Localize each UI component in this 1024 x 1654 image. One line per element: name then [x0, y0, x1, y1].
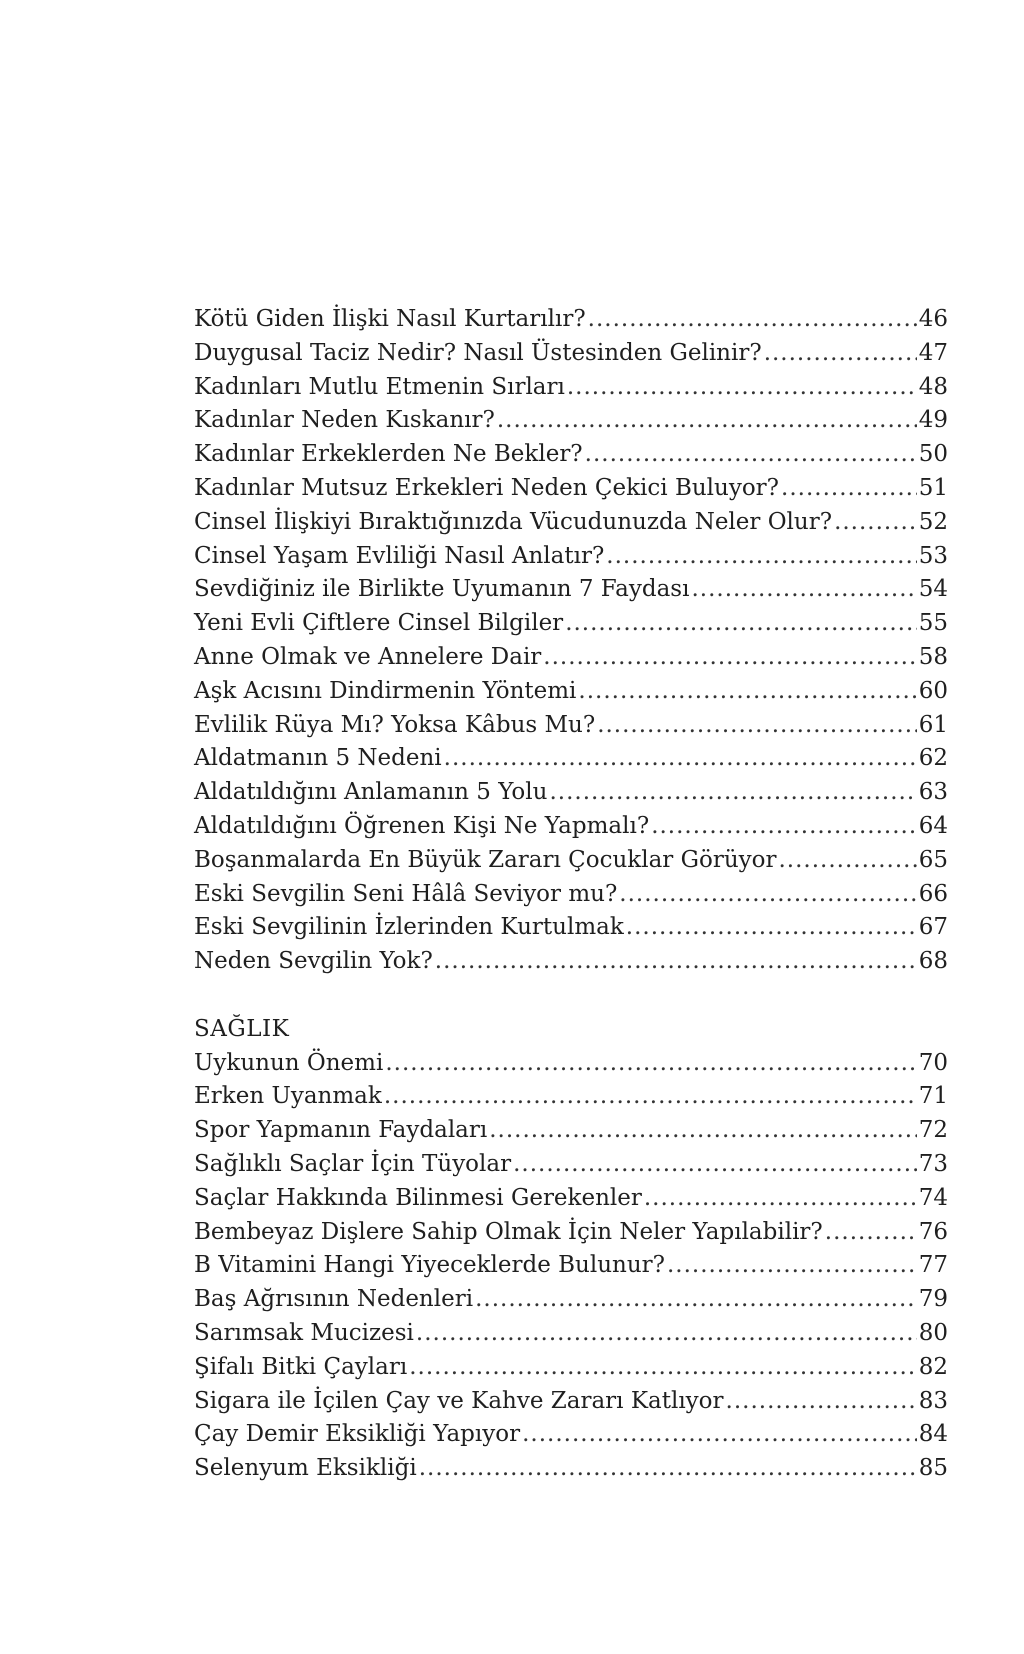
toc-entry	[194, 675, 948, 709]
toc-entry	[194, 371, 948, 405]
toc-dot-leader	[489, 1114, 916, 1148]
toc-entry	[194, 1283, 948, 1317]
toc-entry-page-number: 80	[918, 1319, 948, 1346]
toc-dot-leader	[419, 1452, 917, 1486]
toc-entry-title: Saçlar Hakkında Bilinmesi Gerekenler	[194, 1184, 642, 1211]
toc-entry-title: Neden Sevgilin Yok?	[194, 948, 433, 975]
toc-entry-page-number: 65	[918, 846, 948, 873]
toc-entry-title: Kadınlar Neden Kıskanır?	[194, 407, 495, 434]
toc-entry-page-number: 71	[918, 1083, 948, 1110]
toc-entry	[194, 506, 948, 540]
section-heading-saglik: SAĞLIK	[194, 1015, 290, 1042]
toc-entry-page-number: 85	[918, 1455, 948, 1482]
toc-entry-page-number: 52	[918, 508, 948, 535]
toc-entry-page-number: 64	[918, 812, 948, 839]
toc-entry-title: Evlilik Rüya Mı? Yoksa Kâbus Mu?	[194, 711, 596, 738]
toc-dot-leader	[513, 1148, 917, 1182]
toc-entry-title: Kötü Giden İlişki Nasıl Kurtarılır?	[194, 306, 586, 332]
toc-entry-page-number: 53	[918, 542, 948, 569]
toc-entry	[194, 438, 948, 472]
toc-dot-leader	[825, 1216, 917, 1250]
toc-entry-title: Aşk Acısını Dindirmenin Yöntemi	[194, 677, 577, 704]
toc-entry-page-number: 61	[918, 711, 948, 738]
toc-dot-leader	[781, 472, 917, 506]
toc-entry-title: Baş Ağrısının Nedenleri	[194, 1286, 474, 1313]
toc-entry	[194, 1351, 948, 1385]
toc-entry-title: Cinsel İlişkiyi Bıraktığınızda Vücudunuzda Neler Olur?	[194, 508, 833, 535]
toc-entry-page-number: 74	[918, 1184, 948, 1211]
toc-dot-leader	[626, 911, 917, 945]
toc-dot-leader	[543, 641, 916, 675]
toc-entry-page-number: 72	[918, 1117, 948, 1144]
toc-entry-page-number: 70	[918, 1049, 948, 1076]
toc-entry-page-number: 58	[918, 643, 948, 670]
toc-entry-title: Sağlıklı Saçlar İçin Tüyolar	[194, 1150, 512, 1177]
toc-entry	[194, 1148, 948, 1182]
toc-entry-title: Kadınlar Mutsuz Erkekleri Neden Çekici Buluyor?	[194, 474, 780, 501]
toc-dot-leader	[497, 404, 917, 438]
toc-entry	[194, 1216, 948, 1250]
toc-dot-leader	[565, 607, 917, 641]
toc-entry-page-number: 51	[918, 474, 948, 501]
toc-dot-leader	[435, 945, 917, 979]
toc-entry-title: Cinsel Yaşam Evliliği Nasıl Anlatır?	[194, 542, 605, 569]
toc-entry-title: Şifalı Bitki Çayları	[194, 1353, 408, 1380]
toc-entry-title: Aldatıldığını Anlamanın 5 Yolu	[194, 779, 548, 806]
toc-dot-leader	[644, 1182, 917, 1216]
toc-entry-title: Uykunun Önemi	[194, 1049, 384, 1076]
toc-entry-page-number: 60	[918, 677, 948, 704]
toc-entry-page-number: 47	[918, 339, 948, 366]
toc-dot-leader	[385, 1047, 916, 1081]
toc-entry-page-number: 83	[918, 1387, 948, 1414]
toc-dot-leader	[778, 844, 916, 878]
toc-dot-leader	[764, 337, 917, 371]
toc-entry-page-number: 63	[918, 779, 948, 806]
toc-entry-page-number: 62	[918, 745, 948, 772]
toc-dot-leader	[691, 573, 916, 607]
toc-dot-leader	[475, 1283, 917, 1317]
toc-entry-page-number: 54	[918, 576, 948, 603]
toc-entry-title: Sigara ile İçilen Çay ve Kahve Zararı Katlıyor	[194, 1387, 724, 1414]
toc-entry-page-number: 76	[918, 1218, 948, 1245]
toc-entry	[194, 1452, 948, 1486]
toc-entry	[194, 1182, 948, 1216]
toc-entry	[194, 878, 948, 912]
toc-entry	[194, 1418, 948, 1452]
toc-dot-leader	[667, 1249, 917, 1283]
toc-entry-title: Selenyum Eksikliği	[194, 1455, 417, 1482]
toc-entry-page-number: 48	[918, 373, 948, 400]
toc-entry	[194, 1249, 948, 1283]
toc-entry-title: Boşanmalarda En Büyük Zararı Çocuklar Görüyor	[194, 846, 777, 873]
toc-entry	[194, 337, 948, 371]
toc-entry	[194, 911, 948, 945]
toc-entry-title: Erken Uyanmak	[194, 1083, 382, 1110]
toc-dot-leader	[549, 776, 916, 810]
toc-entry-title: Sevdiğiniz ile Birlikte Uyumanın 7 Faydası	[194, 576, 690, 603]
toc-entry	[194, 607, 948, 641]
toc-entry-title: Spor Yapmanın Faydaları	[194, 1117, 488, 1144]
toc-entry-page-number: 77	[918, 1252, 948, 1279]
toc-dot-leader	[651, 810, 917, 844]
toc-dot-leader	[597, 709, 917, 743]
section-spacer	[194, 979, 948, 1013]
toc-dot-leader	[834, 506, 917, 540]
toc-entry	[194, 776, 948, 810]
toc-dot-leader	[578, 675, 916, 709]
toc-entry	[194, 641, 948, 675]
toc-list-health	[194, 1047, 948, 1486]
toc-dot-leader	[567, 371, 917, 405]
toc-entry	[194, 404, 948, 438]
toc-entry-title: Kadınları Mutlu Etmenin Sırları	[194, 373, 565, 400]
toc-dot-leader	[585, 438, 917, 472]
toc-entry	[194, 303, 948, 337]
toc-entry-title: Anne Olmak ve Annelere Dair	[194, 643, 542, 670]
toc-entry	[194, 844, 948, 878]
toc-dot-leader	[416, 1317, 917, 1351]
toc-entry-title: Bembeyaz Dişlere Sahip Olmak İçin Neler Yapılabilir?	[194, 1218, 823, 1245]
toc-entry	[194, 1317, 948, 1351]
toc-entry-page-number: 68	[918, 948, 948, 975]
toc-entry	[194, 945, 948, 979]
toc-entry-title: Çay Demir Eksikliği Yapıyor	[194, 1421, 521, 1448]
table-of-contents	[194, 303, 948, 1486]
toc-list-relationships	[194, 303, 948, 979]
toc-entry	[194, 472, 948, 506]
toc-entry	[194, 1080, 948, 1114]
toc-dot-leader	[619, 878, 916, 912]
toc-entry	[194, 1114, 948, 1148]
toc-entry-title: Duygusal Taciz Nedir? Nasıl Üstesinden Gelinir?	[194, 339, 762, 366]
toc-entry	[194, 1385, 948, 1419]
toc-dot-leader	[588, 303, 917, 337]
toc-entry	[194, 810, 948, 844]
toc-entry-page-number: 82	[918, 1353, 948, 1380]
toc-entry-page-number: 55	[918, 610, 948, 637]
toc-dot-leader	[726, 1385, 917, 1419]
toc-entry	[194, 709, 948, 743]
toc-entry	[194, 1047, 948, 1081]
toc-entry-page-number: 73	[918, 1150, 948, 1177]
toc-entry-page-number: 84	[918, 1421, 948, 1448]
toc-entry	[194, 540, 948, 574]
toc-entry-title: Eski Sevgilin Seni Hâlâ Seviyor mu?	[194, 880, 618, 907]
toc-entry-title: Yeni Evli Çiftlere Cinsel Bilgiler	[194, 610, 564, 637]
toc-entry-title: Eski Sevgilinin İzlerinden Kurtulmak	[194, 914, 624, 941]
toc-entry-title: Aldatıldığını Öğrenen Kişi Ne Yapmalı?	[194, 812, 650, 839]
toc-entry-title: Sarımsak Mucizesi	[194, 1319, 414, 1346]
toc-entry-title: Aldatmanın 5 Nedeni	[194, 745, 442, 772]
toc-entry	[194, 742, 948, 776]
toc-entry-page-number: 46	[918, 306, 948, 332]
toc-entry	[194, 573, 948, 607]
toc-dot-leader	[606, 540, 916, 574]
toc-dot-leader	[409, 1351, 917, 1385]
toc-entry-title: B Vitamini Hangi Yiyeceklerde Bulunur?	[194, 1252, 665, 1279]
toc-dot-leader	[444, 742, 917, 776]
toc-entry-page-number: 79	[918, 1286, 948, 1313]
toc-entry-page-number: 67	[918, 914, 948, 941]
toc-entry-page-number: 49	[918, 407, 948, 434]
toc-entry-title: Kadınlar Erkeklerden Ne Bekler?	[194, 441, 583, 468]
toc-dot-leader	[522, 1418, 917, 1452]
toc-entry-page-number: 50	[918, 441, 948, 468]
toc-entry-page-number: 66	[918, 880, 948, 907]
toc-dot-leader	[384, 1080, 917, 1114]
